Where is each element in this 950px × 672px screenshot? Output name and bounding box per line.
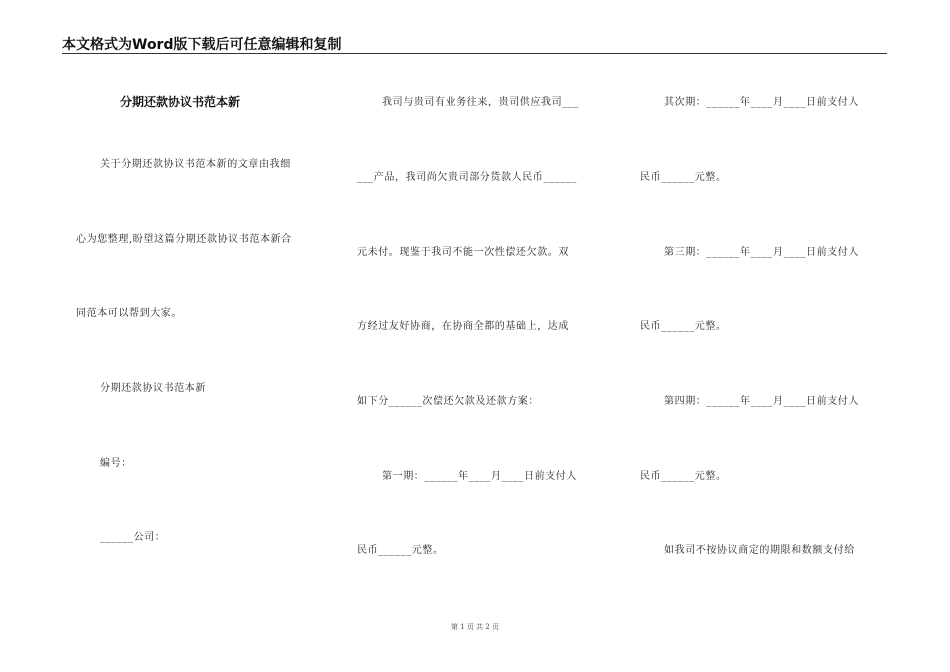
- text-line: 关于分期还款协议书范本新的文章由我细: [100, 159, 291, 170]
- text-line: ______公司：: [100, 532, 166, 543]
- text-line: 如我司不按协议商定的期限和数额支付给: [664, 545, 855, 556]
- text-line: 同范本可以帮到大家。: [76, 308, 182, 319]
- text-line: 民币______元整。: [640, 471, 727, 482]
- text-line: 方经过友好协商，在协商全都的基础上，达成: [357, 321, 569, 332]
- document-title: 分期还款协议书范本新: [120, 95, 241, 109]
- text-line: 我司与贵司有业务往来，贵司供应我司___: [382, 97, 579, 108]
- text-line: 第三期：______年____月____日前支付人: [664, 247, 859, 258]
- text-line: 民币______元整。: [357, 545, 444, 556]
- text-line: 如下分______次偿还欠款及还款方案：: [357, 396, 539, 407]
- text-line: 心为您整理,盼望这篇分期还款协议书范本新合: [76, 234, 292, 245]
- document-header: 本文格式为Word版下载后可任意编辑和复制: [62, 37, 342, 53]
- text-line: 编号：: [100, 458, 132, 469]
- text-line: 第一期：______年____月____日前支付人: [382, 471, 577, 482]
- text-line: 第四期：______年____月____日前支付人: [664, 396, 859, 407]
- text-line: 元未付。现鉴于我司不能一次性偿还欠款。双: [357, 247, 569, 258]
- text-line: 民币______元整。: [640, 321, 727, 332]
- text-line: 分期还款协议书范本新: [100, 383, 206, 394]
- text-line: 其次期：______年____月____日前支付人: [664, 97, 859, 108]
- text-line: ___产品，我司尚欠贵司部分货款人民币______: [357, 172, 577, 183]
- page-number: 第 1 页 共 2 页: [450, 623, 500, 631]
- text-line: 民币______元整。: [640, 172, 727, 183]
- header-rule: [62, 53, 887, 54]
